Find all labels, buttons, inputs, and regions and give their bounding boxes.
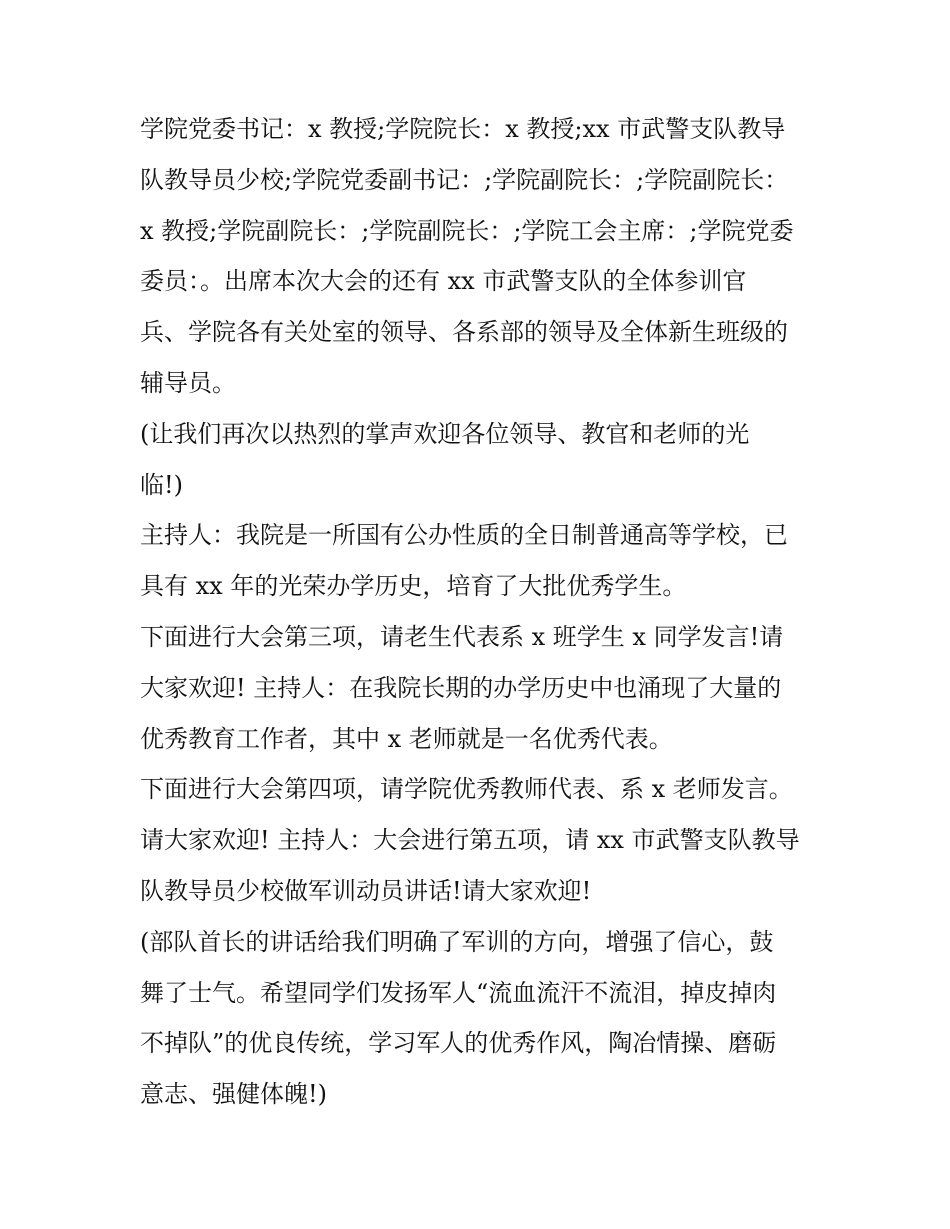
text-line: x 教授;学院副院长：;学院副院长：;学院工会主席：;学院党委 xyxy=(140,216,794,245)
text-line: 临!) xyxy=(140,470,184,499)
text-line: (部队首长的讲话给我们明确了军训的方向，增强了信心，鼓 xyxy=(140,927,774,956)
text-line: 兵、学院各有关处室的领导、各系部的领导及全体新生班级的 xyxy=(140,318,788,347)
text-line: 舞了士气。希望同学们发扬军人“流血流汗不流泪，掉皮掉肉 xyxy=(140,978,777,1007)
text-line: 意志、强健体魄!) xyxy=(140,1080,328,1109)
text-line: (让我们再次以热烈的掌声欢迎各位领导、教官和老师的光 xyxy=(140,419,750,448)
document-body xyxy=(140,104,820,1120)
text-line: 学院党委书记：x 教授;学院院长：x 教授;xx 市武警支队教导 xyxy=(140,115,786,143)
text-line: 不掉队”的优良传统，学习军人的优秀作风，陶冶情操、磨砺 xyxy=(140,1029,777,1058)
text-line: 下面进行大会第四项，请学院优秀教师代表、系 x 老师发言。 xyxy=(140,775,793,804)
text-line: 优秀教育工作者，其中 x 老师就是一名优秀代表。 xyxy=(140,724,673,753)
text-line: 请大家欢迎! 主持人：大会进行第五项，请 xx 市武警支队教导 xyxy=(140,826,800,855)
text-line: 队教导员少校做军训动员讲话!请大家欢迎! xyxy=(140,876,592,905)
text-line: 队教导员少校;学院党委副书记：;学院副院长：;学院副院长： xyxy=(140,165,789,194)
text-line: 大家欢迎! 主持人：在我院长期的办学历史中也涌现了大量的 xyxy=(140,673,782,702)
text-line: 具有 xx 年的光荣办学历史，培育了大批优秀学生。 xyxy=(140,572,687,601)
text-line: 委员：。出席本次大会的还有 xx 市武警支队的全体参训官 xyxy=(140,267,747,296)
text-line: 主持人：我院是一所国有公办性质的全日制普通高等学校，已 xyxy=(140,521,788,550)
text-line: 下面进行大会第三项，请老生代表系 x 班学生 x 同学发言!请 xyxy=(140,622,784,651)
text-line: 辅导员。 xyxy=(140,368,236,397)
